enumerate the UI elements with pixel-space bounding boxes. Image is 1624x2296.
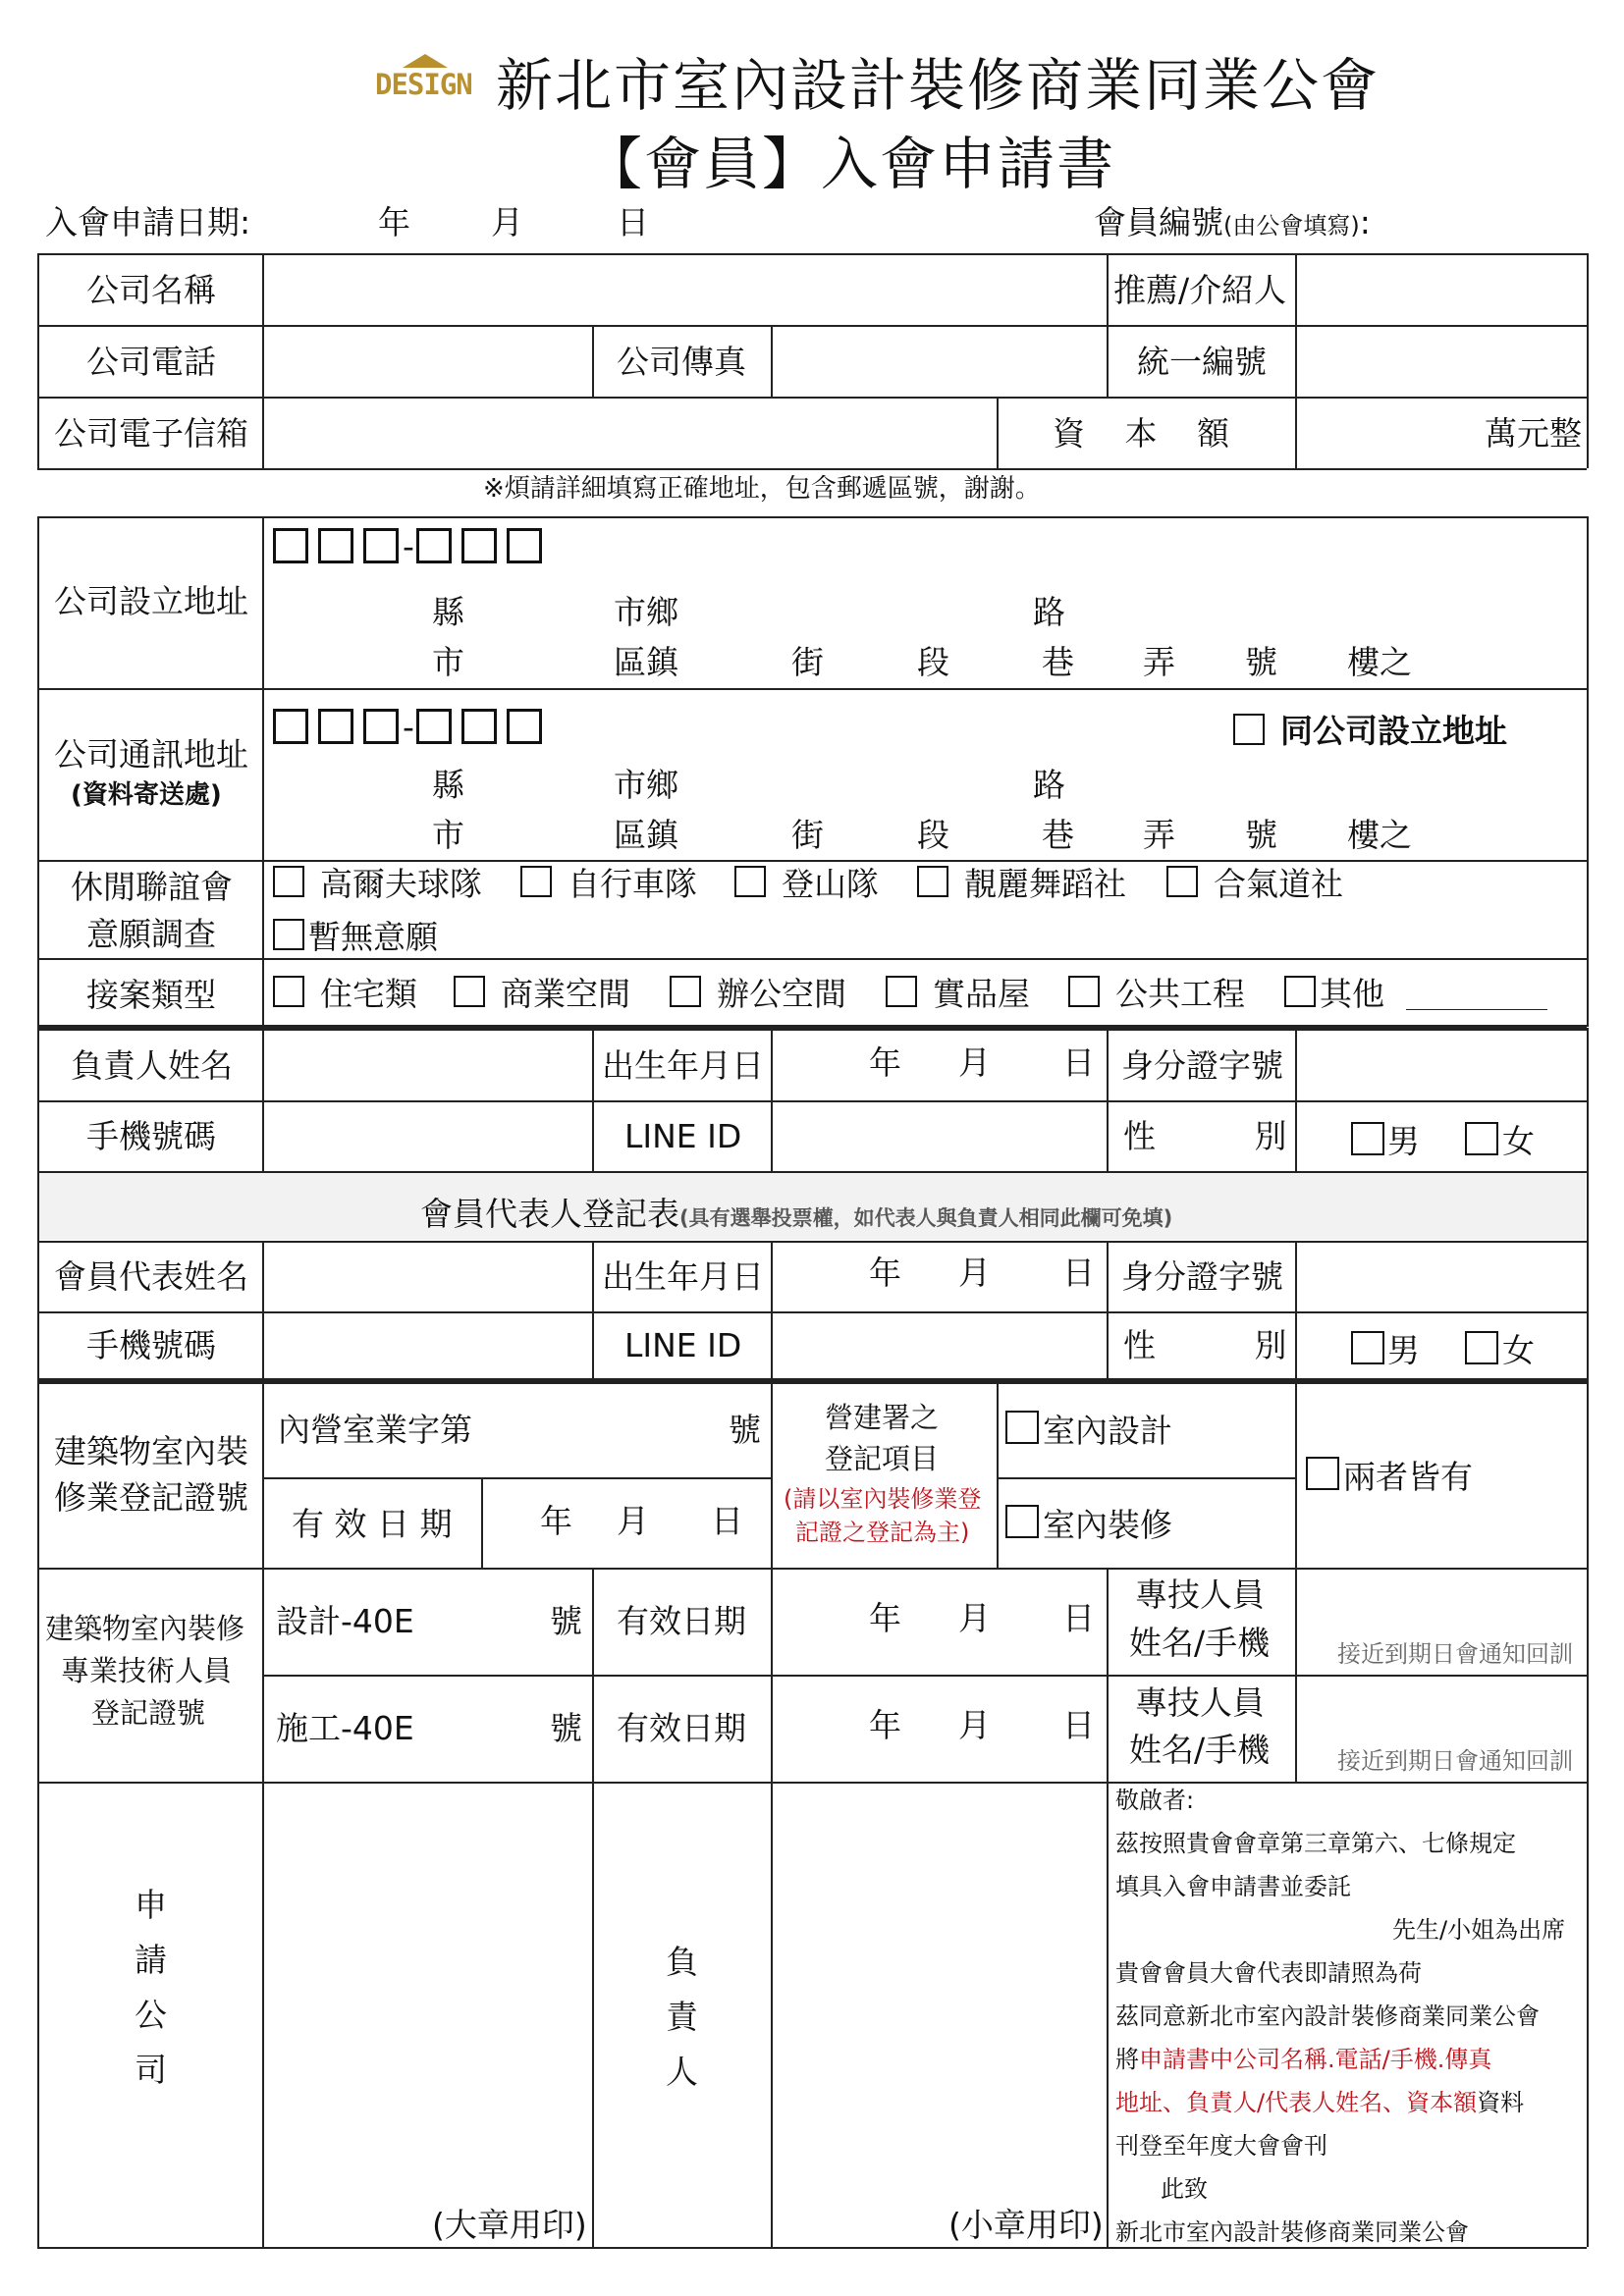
company-name-label: 公司名稱 — [86, 271, 216, 309]
case-office-checkbox[interactable] — [670, 976, 701, 1007]
seal-company-char-4: 司 — [135, 2051, 167, 2089]
logo-text: DESIGN — [375, 68, 472, 101]
mail-city-town: 市鄉 — [614, 766, 678, 804]
owner-line-label: LINE ID — [624, 1117, 742, 1155]
reg-valid-year: 年 — [540, 1502, 572, 1540]
leisure-cycling-checkbox[interactable] — [520, 866, 552, 897]
seal-owner-char-2: 責 — [666, 1998, 698, 2036]
reg-cert-label-2: 修業登記證號 — [54, 1478, 248, 1517]
reg-alley: 弄 — [1143, 643, 1175, 681]
rep-dob-month: 月 — [958, 1254, 991, 1292]
owner-dob-month: 月 — [958, 1043, 991, 1082]
mail-address-sub: (資料寄送處) — [71, 780, 222, 810]
reg-number: 號 — [1245, 643, 1277, 681]
leisure-none-checkbox[interactable] — [273, 919, 304, 950]
rep-male-checkbox[interactable] — [1351, 1331, 1384, 1364]
rep-name-field[interactable] — [265, 1243, 589, 1310]
tech-construct-staff-1: 專技人員 — [1135, 1683, 1265, 1722]
agency-label-1: 營建署之 — [825, 1401, 940, 1434]
date-year: 年 — [378, 203, 410, 241]
tax-id-field[interactable] — [1298, 327, 1585, 396]
capital-unit: 萬元整 — [1485, 414, 1582, 453]
member-no-note: (由公會填寫) — [1223, 212, 1360, 240]
owner-dob-label: 出生年月日 — [602, 1046, 764, 1085]
leisure-golf-label: 高爾夫球隊 — [320, 865, 482, 903]
form-title: 【會員】入會申請書 — [585, 131, 1116, 197]
referrer-label: 推薦/介紹人 — [1113, 271, 1287, 309]
owner-mobile-label: 手機號碼 — [86, 1117, 216, 1155]
owner-female-label: 女 — [1502, 1122, 1535, 1160]
leisure-none-label: 暫無意願 — [308, 918, 438, 956]
rep-gender-label: 性 別 — [1123, 1326, 1287, 1364]
leisure-aikido-label: 合氣道社 — [1214, 865, 1343, 903]
tech-construct-year: 年 — [869, 1706, 901, 1744]
rep-mobile-field[interactable] — [265, 1313, 589, 1376]
tech-design-suffix: 號 — [550, 1602, 582, 1640]
reg-county: 縣 — [432, 593, 464, 631]
owner-male-label: 男 — [1387, 1122, 1420, 1160]
decl-line-8: 地址、負責人/代表人姓名、資本額資料 — [1115, 2089, 1525, 2116]
tech-construct-day: 日 — [1062, 1706, 1095, 1744]
owner-seal-area[interactable] — [774, 1785, 1105, 2177]
mail-section: 段 — [917, 816, 949, 854]
agency-note-2: 記證之登記為主) — [795, 1519, 970, 1546]
decl-line-1: 敬啟者: — [1115, 1787, 1195, 1814]
rep-section-title: 會員代表人登記表 — [420, 1195, 679, 1233]
item-design-label: 室內設計 — [1043, 1412, 1172, 1450]
company-email-field[interactable] — [265, 399, 995, 467]
case-public-label: 公共工程 — [1115, 975, 1245, 1013]
rep-section-heading — [420, 1189, 1172, 1235]
rep-line-label: LINE ID — [624, 1326, 742, 1364]
owner-name-field[interactable] — [265, 1031, 589, 1099]
tech-design-staff-2: 姓名/手機 — [1129, 1624, 1271, 1662]
decl-line-11: 新北市室內設計裝修商業同業公會 — [1115, 2218, 1469, 2246]
item-construction-checkbox[interactable] — [1005, 1505, 1039, 1538]
seal-company-char-1: 申 — [135, 1886, 167, 1924]
owner-id-label: 身分證字號 — [1121, 1046, 1283, 1085]
tech-design-year: 年 — [869, 1599, 901, 1637]
reg-valid-label: 有 效 日 期 — [292, 1505, 453, 1543]
member-no-colon: : — [1359, 203, 1371, 241]
mail-address-label: 公司通訊地址 — [54, 735, 248, 774]
logo — [373, 54, 477, 103]
owner-name-label: 負責人姓名 — [71, 1046, 233, 1085]
case-residential-checkbox[interactable] — [273, 976, 304, 1007]
leisure-cycling-label: 自行車隊 — [568, 865, 697, 903]
reg-cert-suffix: 號 — [729, 1411, 761, 1449]
leisure-label-2: 意願調查 — [86, 915, 216, 953]
rep-id-label: 身分證字號 — [1121, 1257, 1283, 1296]
org-name: 新北市室內設計裝修商業同業公會 — [496, 52, 1380, 119]
leisure-hiking-label: 登山隊 — [782, 865, 879, 903]
owner-id-field[interactable] — [1298, 1031, 1585, 1099]
decl-line-7: 將申請書中公司名稱.電話/手機.傳真 — [1115, 2046, 1492, 2073]
rep-mobile-label: 手機號碼 — [86, 1326, 216, 1364]
seal-owner-char-1: 負 — [666, 1943, 698, 1981]
case-other-label: 其他 — [1320, 975, 1384, 1013]
reg-cert-label-1: 建築物室內裝 — [54, 1432, 248, 1470]
item-both-label: 兩者皆有 — [1343, 1458, 1473, 1496]
tech-design-expiry-note: 接近到期日會通知回訓 — [1337, 1640, 1573, 1668]
reg-cert-prefix: 內營室業字第 — [278, 1411, 472, 1449]
owner-male-checkbox[interactable] — [1351, 1122, 1384, 1155]
tech-construct-suffix: 號 — [550, 1709, 582, 1747]
mail-floor: 樓之 — [1347, 816, 1412, 854]
tech-construct-staff-2: 姓名/手機 — [1129, 1731, 1271, 1769]
tech-construct-expiry-note: 接近到期日會通知回訓 — [1337, 1747, 1573, 1775]
company-seal-area[interactable] — [265, 1785, 590, 2177]
member-no-text: 會員編號 — [1094, 203, 1223, 241]
mail-street: 街 — [791, 816, 824, 854]
owner-line-field[interactable] — [774, 1102, 1105, 1170]
item-design-checkbox[interactable] — [1005, 1411, 1039, 1444]
mail-city: 市 — [432, 816, 464, 854]
tech-design-prefix: 設計-40E — [276, 1602, 414, 1640]
rep-section-note: (具有選舉投票權，如代表人與負責人相同此欄可免填) — [679, 1206, 1173, 1230]
date-day: 日 — [617, 203, 649, 241]
tech-construct-prefix: 施工-40E — [276, 1709, 414, 1747]
tech-design-staff-1: 專技人員 — [1135, 1575, 1265, 1614]
company-email-label: 公司電子信箱 — [54, 414, 248, 453]
owner-female-checkbox[interactable] — [1465, 1122, 1498, 1155]
owner-mobile-field[interactable] — [265, 1102, 589, 1170]
leisure-golf-checkbox[interactable] — [273, 866, 304, 897]
tech-design-valid-label: 有效日期 — [617, 1602, 746, 1640]
date-month: 月 — [491, 203, 523, 241]
reg-road: 路 — [1033, 593, 1065, 631]
proxy-name-blank[interactable] — [1115, 1916, 1380, 1949]
referrer-field[interactable] — [1298, 255, 1585, 324]
rep-female-label: 女 — [1502, 1331, 1535, 1369]
rep-dob-day: 日 — [1062, 1254, 1095, 1292]
seal-owner-char-3: 人 — [666, 2053, 698, 2091]
company-fax-field[interactable] — [774, 327, 1105, 396]
reg-city-town: 市鄉 — [614, 593, 678, 631]
apply-date-label: 入會申請日期: — [45, 203, 251, 241]
tech-construct-month: 月 — [958, 1706, 991, 1744]
reg-street: 街 — [791, 643, 824, 681]
case-other-blank[interactable] — [1406, 1009, 1547, 1010]
rep-male-label: 男 — [1387, 1331, 1420, 1369]
owner-gender-label: 性 別 — [1123, 1117, 1287, 1155]
company-fax-label: 公司傳真 — [617, 343, 746, 381]
capital-field[interactable] — [1298, 399, 1494, 467]
leisure-dance-label: 靚麗舞蹈社 — [964, 865, 1126, 903]
case-commercial-checkbox[interactable] — [454, 976, 485, 1007]
owner-seal-note: (小章用印) — [948, 2206, 1104, 2244]
case-showhouse-checkbox[interactable] — [886, 976, 917, 1007]
rep-line-field[interactable] — [774, 1313, 1105, 1376]
case-commercial-label: 商業空間 — [501, 975, 630, 1013]
mail-lane: 巷 — [1042, 816, 1074, 854]
tech-label-3: 登記證號 — [91, 1696, 206, 1730]
reg-district: 區鎮 — [614, 643, 678, 681]
company-phone-label: 公司電話 — [86, 343, 216, 381]
reg-floor: 樓之 — [1347, 643, 1412, 681]
owner-dob-day: 日 — [1062, 1043, 1095, 1082]
tech-design-month: 月 — [958, 1599, 991, 1637]
mail-road: 路 — [1033, 766, 1065, 804]
capital-label: 資 本 額 — [1053, 414, 1229, 453]
rep-dob-label: 出生年月日 — [602, 1257, 764, 1296]
mail-district: 區鎮 — [614, 816, 678, 854]
decl-line-5: 貴會會員大會代表即請照為荷 — [1115, 1959, 1422, 1987]
leisure-aikido-checkbox[interactable] — [1166, 866, 1198, 897]
same-address-label: 同公司設立地址 — [1280, 712, 1507, 750]
owner-dob-year: 年 — [869, 1043, 901, 1082]
seal-company-char-3: 公 — [135, 1996, 167, 2034]
tech-design-day: 日 — [1062, 1599, 1095, 1637]
reg-valid-month: 月 — [617, 1502, 649, 1540]
reg-city: 市 — [432, 643, 464, 681]
case-type-label: 接案類型 — [86, 976, 216, 1014]
rep-female-checkbox[interactable] — [1465, 1331, 1498, 1364]
seal-company-char-2: 請 — [135, 1941, 167, 1979]
case-public-checkbox[interactable] — [1068, 976, 1100, 1007]
company-seal-note: (大章用印) — [432, 2206, 587, 2244]
decl-line-3: 填具入會申請書並委託 — [1115, 1873, 1351, 1900]
case-office-label: 辦公空間 — [717, 975, 846, 1013]
member-no-label — [1094, 203, 1371, 241]
same-address-checkbox[interactable] — [1233, 714, 1265, 745]
tax-id-label: 統一編號 — [1137, 343, 1267, 381]
company-name-field[interactable] — [265, 255, 1105, 324]
agency-note-1: (請以室內裝修業登 — [784, 1485, 982, 1513]
agency-label-2: 登記項目 — [825, 1442, 940, 1475]
leisure-hiking-checkbox[interactable] — [734, 866, 766, 897]
reg-address-label: 公司設立地址 — [54, 582, 248, 620]
case-residential-label: 住宅類 — [320, 975, 417, 1013]
reg-lane: 巷 — [1042, 643, 1074, 681]
mail-alley: 弄 — [1143, 816, 1175, 854]
decl-line-2: 茲按照貴會會章第三章第六、七條規定 — [1115, 1830, 1516, 1857]
decl-line-10: 此致 — [1161, 2175, 1208, 2203]
tech-label-2: 專業技術人員 — [61, 1654, 233, 1687]
decl-line-9: 刊登至年度大會會刊 — [1115, 2132, 1327, 2160]
case-other-checkbox[interactable] — [1284, 976, 1316, 1007]
tech-construct-valid-label: 有效日期 — [617, 1709, 746, 1747]
company-phone-field[interactable] — [265, 327, 589, 396]
mail-county: 縣 — [432, 766, 464, 804]
rep-dob-year: 年 — [869, 1254, 901, 1292]
reg-section: 段 — [917, 643, 949, 681]
item-construction-label: 室內裝修 — [1043, 1506, 1172, 1544]
item-both-checkbox[interactable] — [1306, 1457, 1339, 1490]
decl-line-6: 茲同意新北市室內設計裝修商業同業公會 — [1115, 2002, 1540, 2030]
case-showhouse-label: 實品屋 — [933, 975, 1030, 1013]
decl-line-4: 先生/小姐為出席 — [1392, 1916, 1566, 1944]
mail-number: 號 — [1245, 816, 1277, 854]
leisure-label-1: 休閒聯誼會 — [71, 868, 233, 906]
tech-label-1: 建築物室內裝修 — [45, 1612, 245, 1645]
address-note: ※煩請詳細填寫正確地址，包含郵遞區號，謝謝。 — [483, 474, 1041, 504]
rep-name-label: 會員代表姓名 — [54, 1257, 248, 1296]
rep-id-field[interactable] — [1298, 1243, 1585, 1310]
leisure-dance-checkbox[interactable] — [917, 866, 948, 897]
reg-valid-day: 日 — [711, 1502, 743, 1540]
